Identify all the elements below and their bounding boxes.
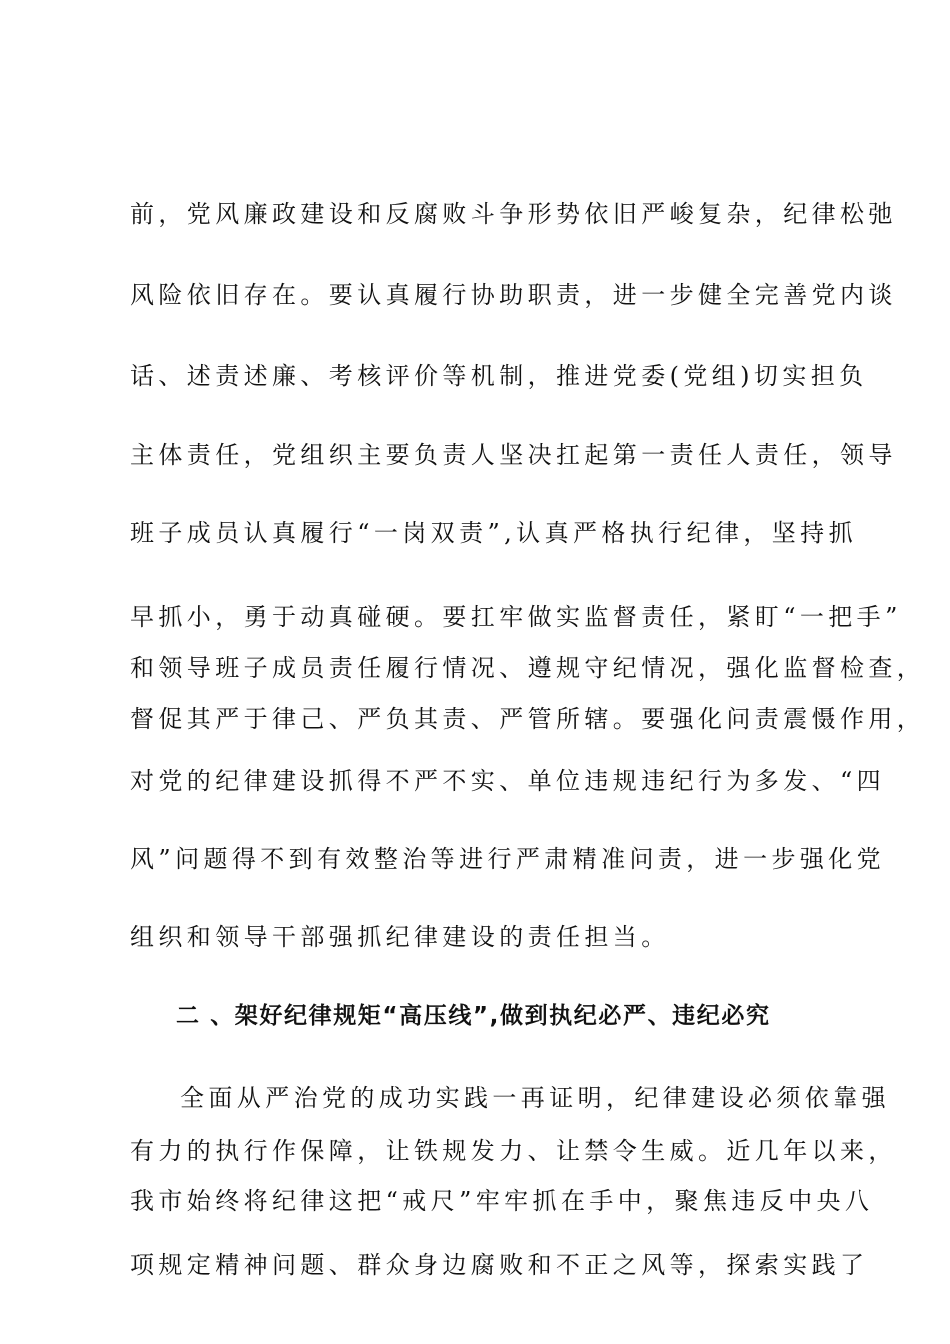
paragraph-line: 早抓小，勇于动真碰硬。要扛牢做实监督责任，紧盯“一把手” — [130, 603, 902, 631]
paragraph-line: 对党的纪律建设抓得不严不实、单位违规违纪行为多发、“四 — [130, 767, 886, 795]
paragraph-line: 主体责任，党组织主要负责人坚决扛起第一责任人责任，领导 — [130, 441, 897, 469]
paragraph-line: 有力的执行作保障，让铁规发力、让禁令生威。近几年以来， — [130, 1137, 897, 1165]
paragraph-line: 督促其严于律己、严负其责、严管所辖。要强化问责震慑作用， — [130, 705, 926, 733]
section-heading: 二 、架好纪律规矩“高压线”,做到执纪必严、违纪必究 — [176, 1003, 771, 1029]
paragraph-line: 组织和领导干部强抓纪律建设的责任担当。 — [130, 923, 670, 951]
paragraph-line: 我市始终将纪律这把“戒尺”牢牢抓在手中，聚焦违反中央八 — [130, 1187, 874, 1215]
paragraph-line: 班子成员认真履行“一岗双责”,认真严格执行纪律，坚持抓 — [130, 519, 857, 547]
paragraph-line: 全面从严治党的成功实践一再证明，纪律建设必须依靠强 — [180, 1084, 890, 1112]
paragraph-line: 话、述责述廉、考核评价等机制，推进党委(党组)切实担负 — [130, 362, 868, 390]
paragraph-line: 前，党风廉政建设和反腐败斗争形势依旧严峻复杂，纪律松弛 — [130, 200, 897, 228]
paragraph-line: 项规定精神问题、群众身边腐败和不正之风等，探索实践了 — [130, 1251, 869, 1279]
paragraph-line: 风险依旧存在。要认真履行协助职责，进一步健全完善党内谈 — [130, 281, 897, 309]
paragraph-line: 风”问题得不到有效整治等进行严肃精准问责，进一步强化党 — [130, 845, 886, 873]
paragraph-line: 和领导班子成员责任履行情况、遵规守纪情况，强化监督检查， — [130, 654, 926, 682]
